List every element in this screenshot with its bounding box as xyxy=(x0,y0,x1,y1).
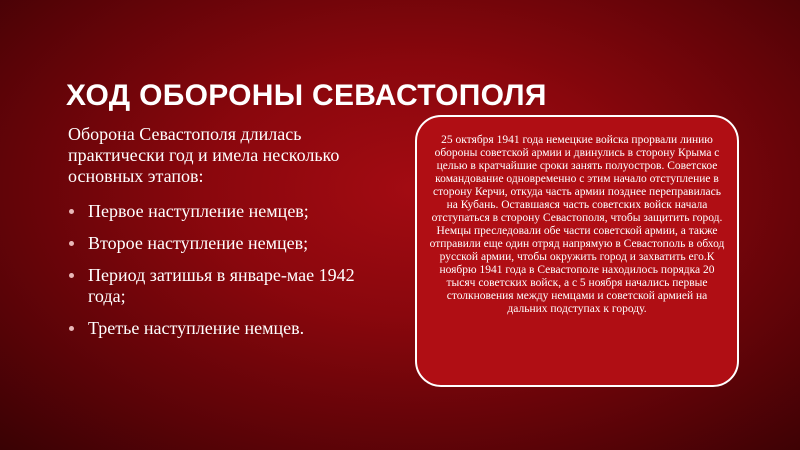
stages-list xyxy=(68,201,388,350)
stage-item-label: Второе наступление немцев; xyxy=(88,233,309,253)
dot-bullet-icon xyxy=(69,273,74,278)
info-box xyxy=(415,115,739,387)
dot-bullet-icon xyxy=(69,241,74,246)
info-box-text: 25 октября 1941 года немецкие войска прорвали линию обороны советской армии и двинулись в сторону Крыма с целью в кратчайшие сроки занять полуостров. Советское командование одновременно с этим начало отступление в сторону Керчи, откуда часть армии позднее переправилась на Кубань. Оставшаяся часть советских войск начала отступаться в сторону Севастополя, чтобы защитить город. Немцы преследовали обе части советской армии, а также отправили еще один отряд напрямую в Севастополь в обход русской армии, чтобы окружить город и захватить его.К ноябрю 1941 года в Севастополе находилось порядка 20 тысяч советских войск, а с 5 ноября начались первые столкновения между немцами и советской армией на дальних подступах к городу. xyxy=(429,134,725,315)
stage-item-label: Первое наступление немцев; xyxy=(88,201,309,221)
stage-item-2 xyxy=(68,233,388,254)
stage-item-label: Период затишья в январе-мае 1942 года; xyxy=(88,265,355,306)
intro-text: Оборона Севастополя длилась практически год и имела несколько основных этапов: xyxy=(68,124,340,186)
stage-item-4 xyxy=(68,318,388,339)
stage-item-3 xyxy=(68,265,388,307)
slide-title: ХОД ОБОРОНЫ СЕВАСТОПОЛЯ xyxy=(66,79,547,112)
dot-bullet-icon xyxy=(69,209,74,214)
dot-bullet-icon xyxy=(69,326,74,331)
stage-item-label: Третье наступление немцев. xyxy=(88,318,305,338)
stage-item-1 xyxy=(68,201,388,222)
